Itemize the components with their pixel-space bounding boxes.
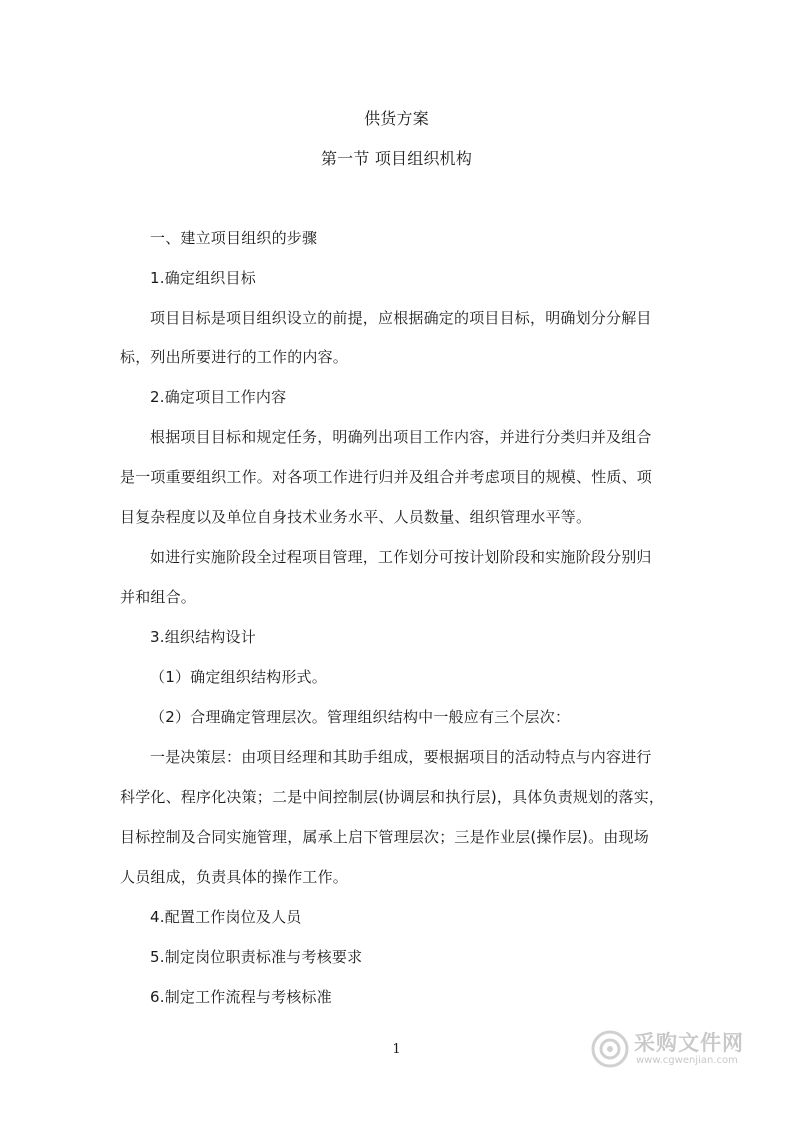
list-item: （2）合理确定管理层次。管理组织结构中一般应有三个层次： bbox=[150, 708, 571, 726]
heading-step-overview: 一、建立项目组织的步骤 bbox=[150, 229, 318, 247]
page-number: 1 bbox=[392, 1042, 401, 1057]
document-title: 供货方案 bbox=[364, 109, 429, 128]
subheading-4: 4.配置工作岗位及人员 bbox=[150, 908, 302, 926]
subheading-1: 1.确定组织目标 bbox=[150, 269, 256, 287]
section-heading: 第一节 项目组织机构 bbox=[320, 149, 473, 168]
paragraph-line: 并和组合。 bbox=[120, 588, 197, 606]
watermark-name: 采购文件网 bbox=[634, 1031, 744, 1055]
paragraph-line: 目复杂程度以及单位自身技术业务水平、人员数量、组织管理水平等。 bbox=[120, 508, 592, 526]
subheading-3: 3.组织结构设计 bbox=[150, 628, 256, 646]
watermark-logo-icon bbox=[590, 1029, 630, 1069]
subheading-6: 6.制定工作流程与考核标准 bbox=[150, 988, 332, 1006]
paragraph-line: 科学化、程序化决策；二是中间控制层(协调层和执行层)，具体负责规划的落实， bbox=[120, 788, 665, 806]
watermark-url: www.cgwenjian.com bbox=[636, 1055, 738, 1066]
paragraph-line: 项目目标是项目组织设立的前提，应根据确定的项目目标，明确划分分解目 bbox=[150, 309, 652, 327]
subheading-2: 2.确定项目工作内容 bbox=[150, 388, 287, 406]
list-item: （1）确定组织结构形式。 bbox=[150, 668, 327, 686]
paragraph-line: 如进行实施阶段全过程项目管理，工作划分可按计划阶段和实施阶段分别归 bbox=[150, 548, 652, 566]
paragraph-line: 标，列出所要进行的工作的内容。 bbox=[120, 348, 349, 366]
paragraph-line: 目标控制及合同实施管理，属承上启下管理层次；三是作业层(操作层)。由现场 bbox=[120, 828, 649, 846]
paragraph-line: 人员组成，负责具体的操作工作。 bbox=[120, 868, 349, 886]
paragraph-line: 是一项重要组织工作。对各项工作进行归并及组合并考虑项目的规模、性质、项 bbox=[120, 468, 653, 486]
watermark bbox=[590, 1027, 790, 1077]
paragraph-line: 根据项目目标和规定任务，明确列出项目工作内容，并进行分类归并及组合 bbox=[150, 428, 652, 446]
paragraph-line: 一是决策层：由项目经理和其助手组成，要根据项目的活动特点与内容进行 bbox=[150, 748, 652, 766]
subheading-5: 5.制定岗位职责标准与考核要求 bbox=[150, 948, 363, 966]
